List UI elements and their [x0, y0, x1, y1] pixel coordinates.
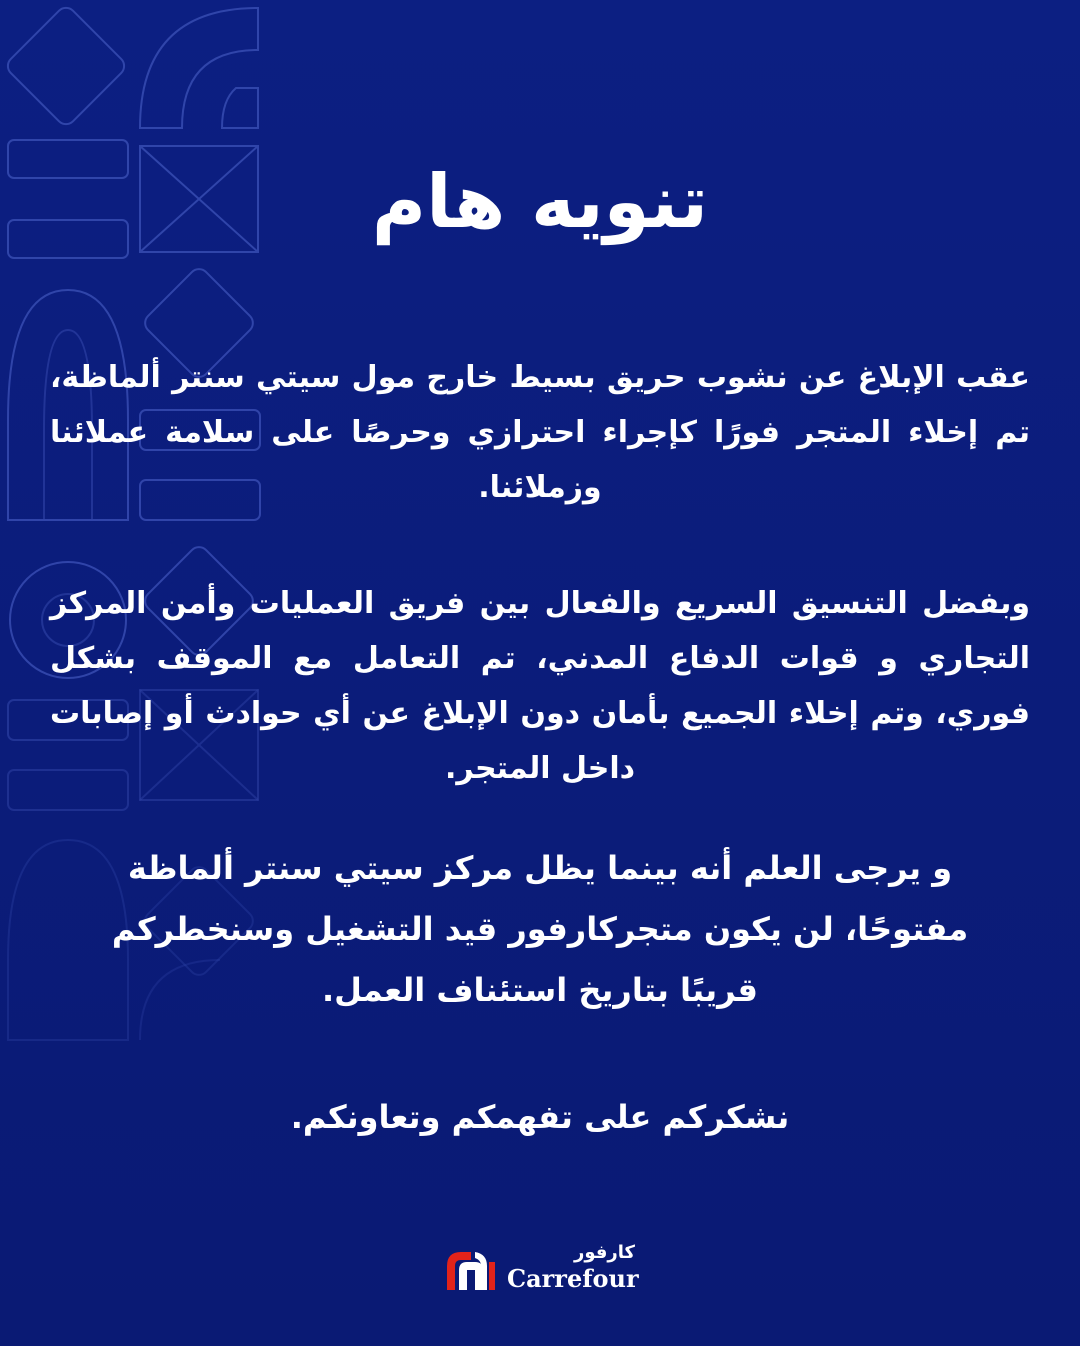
paragraph-thanks: نشكركم على تفهمكم وتعاونكم. [290, 1098, 790, 1136]
carrefour-logo-icon [445, 1248, 497, 1292]
page-title: تنويه هام [371, 159, 709, 245]
paragraph-incident: عقب الإبلاغ عن نشوب حريق بسيط خارج مول سيتي سنتر ألماظة، تم إخلاء المتجر فورًا كإجراء احترازي وحرصًا على سلامة عملائنا وزملائنا. [50, 360, 1030, 505]
paragraph-evacuation: وبفضل التنسيق السريع والفعال بين فريق العمليات وأمن المركز التجاري و قوات الدفاع المدني، تم التعامل مع الموقف بشكل فوري، وتم إخلاء الجميع بأمان دون الإبلاغ عن أي حوادث أو إصابات داخل المتجر. [50, 586, 1030, 786]
logo-english-name: Carrefour [507, 1264, 639, 1293]
carrefour-logo [445, 1244, 645, 1294]
logo-arabic-name: كارفور [573, 1242, 635, 1263]
paragraph-store-status: و يرجى العلم أنه بينما يظل مركز سيتي سنتر ألماظة مفتوحًا، لن يكون متجركارفور قيد التشغيل وسنخطركم قريبًا بتاريخ استئناف العمل. [111, 849, 969, 1009]
